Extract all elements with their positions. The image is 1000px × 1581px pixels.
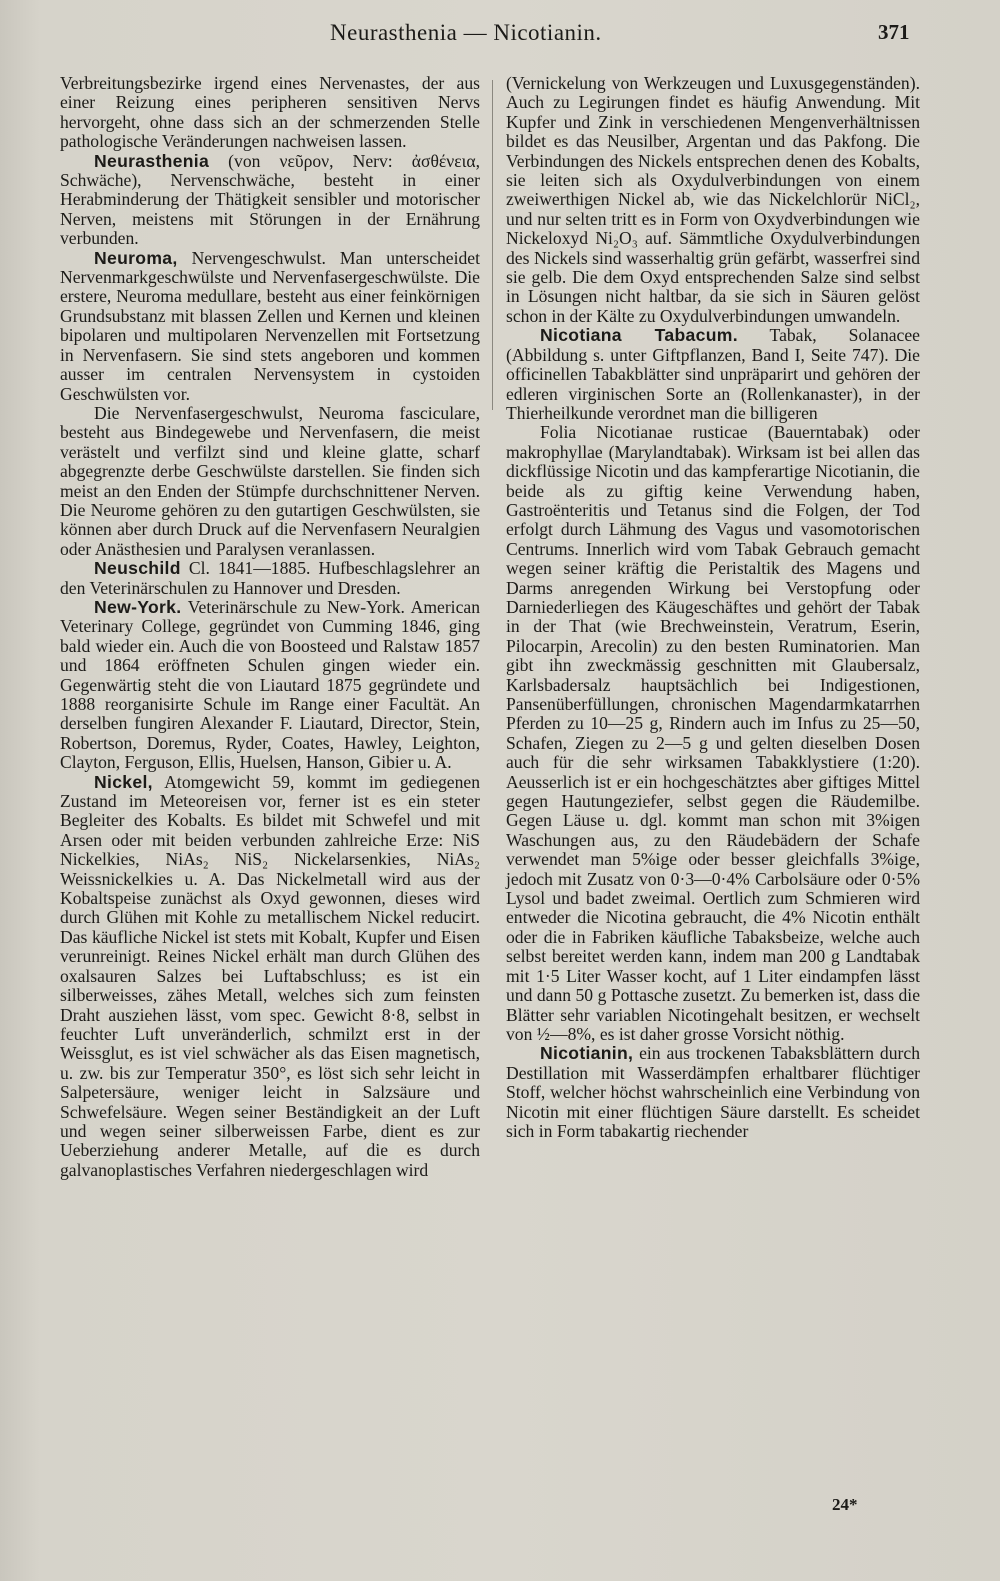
- continued-paragraph: Verbreitungsbezirke irgend eines Nervenastes, der aus einer Reizung eines peripheren sensitiven Nervs hervorgeht, ohne dass sich an der schmerzenden Stelle pathologische Veränderungen nachweisen lassen.: [60, 73, 480, 152]
- headword: New-York.: [94, 596, 182, 617]
- entry-paragraph: Folia Nicotianae rusticae (Bauerntabak) oder makrophyllae (Marylandtabak). Wirksam ist bei allen das dickflüssige Nicotin und das kampferartige Nicotianin, die beide als zu giftig keine Verwendung haben, Gastroënteritis und Tetanus sind die Folgen, der Tod erfolgt durch Lähmung des Vagus und vasomotorischen Centrums. Innerlich wird vom Tabak Gebrauch gemacht wegen seiner kräftig die Peristaltik des Magens und Darms anregenden Wirkung bei Verstopfung oder Darniederliegen des Käugeschäftes und gehört der Tabak in der That (wie Brechweinstein, Veratrum, Eserin, Pilocarpin, Arecolin) zu den besten Ruminatorien. Man gibt ihn zweckmässig geschnitten mit Glaubersalz, Karlsbadersalz hauptsächlich bei Indigestionen, Pansenüberfüllungen, chronischen Magendarmkatarrhen Pferden zu 10—25 g, Rindern auch im Infus zu 25—50, Schafen, Ziegen zu 2—5 g und gelten dieselben Dosen auch für die sehr wirksamen Tabakklystiere (1:20). Aeusserlich ist er ein hochgeschätztes aber giftiges Mittel gegen Hautungeziefer, selbst gegen die Räudemilbe. Gegen Läuse u. dgl. kommt man schon mit 3%igen Waschungen aus, zu den Räudebädern der Schafe verwendet man 5%ige oder besser gleichfalls 3%ige, jedoch mit Zusatz von 0·3—0·4% Carbolsäure oder 0·5% Lysol und badet zweimal. Oertlich zum Schmieren wird entweder die Nicotina gebraucht, die 4% Nicotin enthält oder die in Fabriken käufliche Tabaksbeize, welche auch selbst bereitet werden kann, indem man 200 g Landtabak mit 1·5 Liter Wasser kocht, auf 1 Liter eindampfen lässt und dann 50 g Pottasche zusetzt. Zu bemerken ist, dass die Blätter sehr variablen Nicotingehalt besitzen, er wechselt von ½—8%, es ist daher grosse Vorsicht nöthig.: [506, 422, 920, 1044]
- entry-neurasthenia: [60, 152, 480, 249]
- headword: Nicotiana Tabacum.: [540, 325, 738, 346]
- left-column: [60, 74, 480, 1180]
- entry-text: Cl. 1841—1885. Hufbeschlagslehrer an den Veterinärschulen zu Hannover und Dresden.: [60, 558, 480, 598]
- headword: Neuroma,: [94, 247, 178, 268]
- entry-text: Nervengeschwulst. Man unterscheidet Nervenmarkgeschwülste und Nervenfasergeschwülste. Die erstere, Neuroma medullare, besteht aus einer feinkörnigen Grundsubstanz mit blassen Zellen und Kernen und kleinen bipolaren und multipolaren Nervenzellen mit Fortsetzung in Nervenfasern. Sie sind stets angeboren und kommen ausser im centralen Nervensystem in cystoiden Geschwülsten vor.: [60, 247, 480, 404]
- headword: Neurasthenia: [94, 150, 210, 171]
- entry-text: ein aus trockenen Tabaksblättern durch Destillation mit Wasserdämpfen erhaltbarer flüchtiger Stoff, welcher höchst wahrscheinlich eine Verbindung von Nicotin mit einer flüchtigen Säure darstellt. Es scheidet sich in Form tabakartig riechender: [506, 1043, 920, 1141]
- entry-text: (von νεῦρον, Nerv: ἀσθένεια, Schwäche), Nervenschwäche, besteht in einer Herabminderung der Thätigkeit sensibler und motorischer Nerven, meistens mit Störungen in der Ernährung verbunden.: [60, 150, 480, 249]
- entry-nicotiana-tabacum: [506, 326, 920, 423]
- entry-nickel: [60, 773, 480, 1181]
- entry-neuschild: [60, 559, 480, 598]
- column-rule: [492, 80, 493, 410]
- headword: Nicotianin,: [540, 1043, 634, 1064]
- entry-text: Atomgewicht 59, kommt im gediegenen Zustand im Meteoreisen vor, ferner ist es ein steter Begleiter des Kobalts. Es bildet mit Schwefel und mit Arsen oder mit beiden verbunden zahlreiche Erze: NiS Nickelkies, NiAs₂ NiS₂ Nickelarsenkies, NiAs₂ Weissnickelkies u. A. Das Nickelmetall wird aus der Kobaltspeise zunächst als Oxyd gewonnen, dieses wird durch Glühen mit Kohle zu metallischem Nickel reducirt. Das käufliche Nickel ist stets mit Kobalt, Kupfer und Eisen verunreinigt. Reines Nickel erhält man durch Glühen des oxalsauren Salzes bei Luftabschluss; es ist ein silberweisses, zähes Metall, welches sich zum feinsten Draht ausziehen lässt, vom spec. Gewicht 8·8, selbst in feuchter Luft unveränderlich, schmilzt erst in der Weissglut, es ist viel schwächer als das Eisen magnetisch, u. zw. bis zur Temperatur 350°, es löst sich sehr leicht in Salpetersäure, weniger leicht in Salzsäure und Schwefelsäure. Wegen seiner Beständigkeit an der Luft und wegen seiner silberweissen Farbe, dient es zur Ueberziehung anderer Metalle, auf die es durch galvanoplastisches Verfahren niedergeschlagen wird: [60, 771, 480, 1180]
- entry-paragraph: Die Nervenfasergeschwulst, Neuroma fasciculare, besteht aus Bindegewebe und Nervenfasern, die meist verästelt und verfilzt sind und kleine glatte, scharf abgegrenzte derbe Geschwülste darstellen. Sie finden sich meist an den Enden der Stümpfe durchschnittener Nerven. Die Neurome gehören zu den gutartigen Geschwülsten, sie können aber durch Druck auf die Nervenfasern Neuralgien oder Anästhesien und Paralysen veranlassen.: [60, 402, 480, 559]
- headword: Neuschild: [94, 558, 181, 579]
- continued-paragraph: (Vernickelung von Werkzeugen und Luxusgegenständen). Auch zu Legirungen findet es häufig Anwendung. Mit Kupfer und Zink in verschiedenen Mengenverhältnissen bildet es das Neusilber, Argentan und das Pakfong. Die Verbindungen des Nickels entsprechen denen des Kobalts, sie leiten sich als Oxydulverbindungen von einem zweiwerthigen Nickel ab, wie das Nickelchlorür NiCl₂, und nur selten tritt es in Form von Oxydverbindungen wie Nickeloxyd Ni₂O₃ auf. Sämmtliche Oxydulverbindungen des Nickels sind wasserhaltig grün gefärbt, wasserfrei sind sie gelb. Die dem Oxyd entsprechenden Salze sind selbst in Lösungen nicht haltbar, da sie sich in Säuren gelöst schon in der Kälte zu Oxydulverbindungen umwandeln.: [506, 73, 920, 326]
- right-column: [506, 74, 920, 1141]
- running-title: Neurasthenia — Nicotianin.: [330, 20, 602, 45]
- entry-text: Tabak, Solanacee (Abbildung s. unter Giftpflanzen, Band I, Seite 747). Die officinellen Tabakblätter sind unpräparirt und gehören der edleren virginischen Sorte an (Rollenkanaster), in der Thierheilkunde verordnet man die billigeren: [506, 325, 920, 423]
- entry-text: Veterinärschule zu New-York. American Veterinary College, gegründet von Cumming 1846, ging bald wieder ein. Auch die von Boosteed und Ralstaw 1857 und 1864 eröffneten Schulen gingen wieder ein. Gegenwärtig steht die von Liautard 1875 gegründete und 1888 reorganisirte Schule im Range einer Facultät. An derselben fungiren Alexander F. Liautard, Director, Stein, Robertson, Doremus, Ryder, Coates, Hawley, Leighton, Clayton, Ferguson, Ellis, Huelsen, Hanson, Gibier u. A.: [60, 596, 480, 773]
- entry-nicotianin: [506, 1044, 920, 1141]
- page-header: [0, 18, 1000, 50]
- entry-neuroma: [60, 249, 480, 404]
- headword: Nickel,: [94, 771, 153, 792]
- page-number: 371: [878, 20, 910, 44]
- signature-mark: 24*: [832, 1495, 858, 1514]
- entry-new-york: [60, 598, 480, 773]
